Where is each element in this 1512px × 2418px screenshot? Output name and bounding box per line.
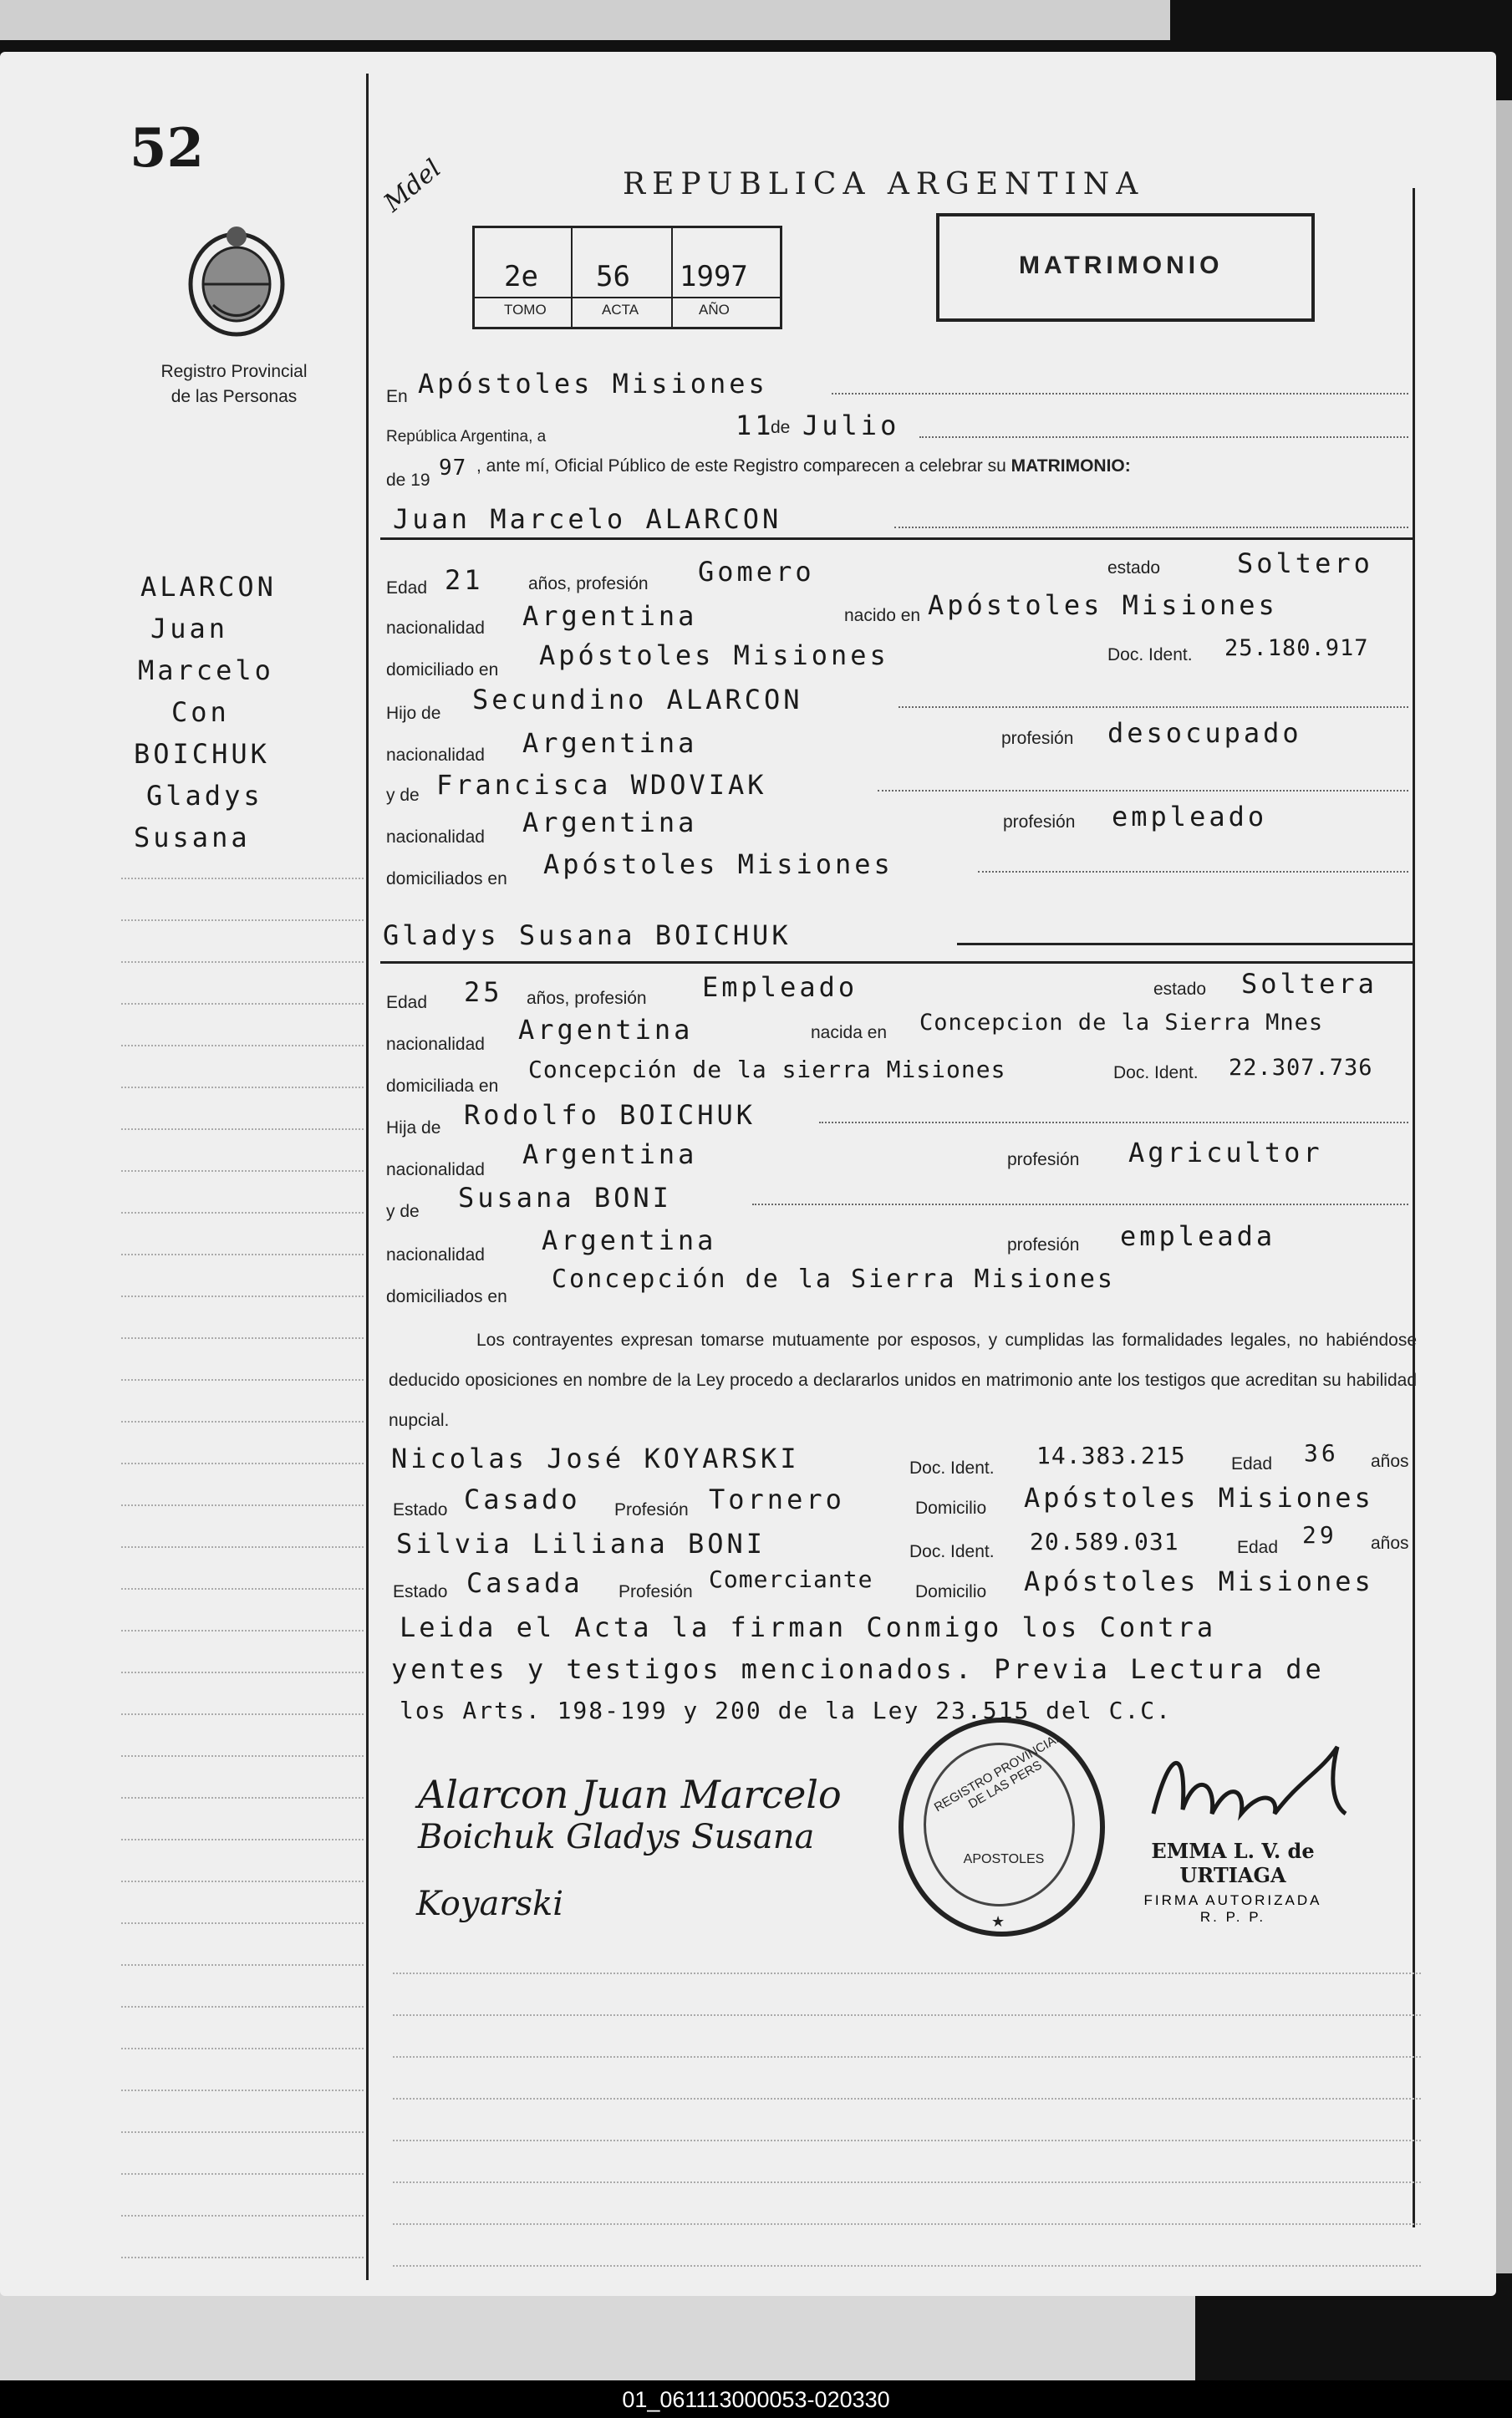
- bride-estado-label: estado: [1153, 980, 1207, 999]
- margin-ruled-line: [121, 2131, 364, 2133]
- margin-ruled-line: [121, 1546, 364, 1548]
- official-office: R. P. P.: [1199, 1909, 1266, 1925]
- groom-father-prof: desocupado: [1107, 717, 1302, 749]
- margin-name-3: Marcelo: [138, 654, 274, 686]
- witness-1-name: Nicolas José KOYARSKI: [391, 1443, 800, 1474]
- bride-doc-label: Doc. Ident.: [1113, 1063, 1199, 1082]
- page-number: 52: [130, 117, 205, 180]
- groom-doc: 25.180.917: [1224, 635, 1369, 661]
- bride-mother-nac: Argentina: [542, 1224, 717, 1256]
- margin-ruled-line: [121, 1128, 364, 1130]
- margin-ruled-line: [121, 1337, 364, 1339]
- witness-2-estado-label: Estado: [393, 1582, 448, 1601]
- margin-name-4: Con: [171, 696, 230, 728]
- witness-1-anios: años: [1371, 1452, 1409, 1471]
- witness-2-anios: años: [1371, 1534, 1409, 1553]
- bride-profesion-label: años, profesión: [527, 989, 647, 1008]
- witness-2-domicilio: Apóstoles Misiones: [1024, 1565, 1374, 1597]
- bride-father-line: [819, 1122, 1408, 1123]
- bride-name: Gladys Susana BOICHUK: [383, 919, 792, 951]
- right-border-rule: [1413, 188, 1415, 2227]
- acta-label: ACTA: [602, 302, 639, 318]
- bride-mother-label: y de: [386, 1202, 420, 1221]
- anio-value: 1997: [680, 260, 748, 293]
- signature-bride: Boichuk Gladys Susana: [418, 1818, 815, 1856]
- witness-2-name: Silvia Liliana BONI: [396, 1528, 766, 1560]
- image-caption: 01_061113000053-020330: [622, 2387, 890, 2412]
- bride-mother-line: [752, 1204, 1408, 1205]
- bride-domicilio: Concepción de la sierra Misiones: [528, 1056, 1006, 1083]
- groom-edad: 21: [445, 564, 484, 596]
- bride-rule: [957, 943, 1413, 945]
- witness-2-edad: 29: [1302, 1521, 1337, 1549]
- groom-mother-line: [878, 790, 1408, 792]
- margin-ruled-line: [121, 1713, 364, 1715]
- witness-1-dom-label: Domicilio: [915, 1499, 987, 1518]
- bride-nacida-label: nacida en: [811, 1023, 888, 1042]
- margin-ruled-line: [121, 961, 364, 963]
- groom-father-nac-label: nacionalidad: [386, 746, 485, 765]
- signature-groom: Alarcon Juan Marcelo: [418, 1772, 842, 1817]
- tomo-value: 2e: [504, 260, 538, 293]
- groom-father-label: Hijo de: [386, 704, 441, 723]
- place: Apóstoles Misiones: [418, 368, 768, 400]
- bride-doc: 22.307.736: [1229, 1055, 1373, 1081]
- statement-bold: MATRIMONIO:: [1011, 456, 1131, 476]
- margin-note: Mdel: [378, 154, 447, 218]
- witness-2-prof-label: Profesión: [619, 1582, 693, 1601]
- margin-ruled-line: [121, 1212, 364, 1214]
- bride-mother-prof-label: profesión: [1007, 1235, 1080, 1255]
- margin-ruled-line: [121, 1463, 364, 1464]
- bride-profesion: Empleado: [702, 971, 858, 1003]
- groom-name-line: [894, 527, 1408, 528]
- star-icon: ★: [991, 1913, 1005, 1930]
- witness-1-estado: Casado: [464, 1484, 581, 1515]
- bride-dom-label: domiciliada en: [386, 1077, 499, 1096]
- bride-nac-label: nacionalidad: [386, 1035, 485, 1054]
- margin-ruled-line: [121, 1170, 364, 1172]
- groom-name: Juan Marcelo ALARCON: [393, 503, 782, 535]
- registry-name: [134, 359, 334, 410]
- bride-father-nac-label: nacionalidad: [386, 1160, 485, 1179]
- acta-value: 56: [596, 260, 630, 293]
- stamp-text-bottom: APOSTOLES: [963, 1852, 1045, 1866]
- body-ruled-line: [393, 2098, 1421, 2100]
- witness-2-doc: 20.589.031: [1030, 1528, 1179, 1555]
- bride-father: Rodolfo BOICHUK: [464, 1099, 756, 1131]
- bride-father-nac: Argentina: [522, 1138, 698, 1170]
- statement-text: , ante mí, Oficial Público de este Registro comparecen a celebrar su: [476, 456, 1006, 476]
- body-ruled-line: [393, 2014, 1421, 2016]
- groom-estado: Soltero: [1237, 547, 1373, 579]
- act-number-box: [472, 226, 782, 329]
- margin-ruled-line: [121, 1254, 364, 1255]
- official-signature-scribble-icon: [1137, 1730, 1371, 1839]
- underlying-page: [0, 2290, 1195, 2380]
- record-type: MATRIMONIO: [1019, 252, 1224, 279]
- closing-line-2: yentes y testigos mencionados. Previa Lectura de: [391, 1653, 1325, 1685]
- body-ruled-line: [393, 2223, 1421, 2225]
- bride-nacionalidad: Argentina: [518, 1014, 694, 1046]
- groom-profesion: Gomero: [698, 556, 815, 588]
- groom-estado-label: estado: [1107, 558, 1161, 578]
- margin-ruled-line: [121, 2006, 364, 2008]
- bride-mother-nac-label: nacionalidad: [386, 1245, 485, 1265]
- place-line: [832, 393, 1408, 395]
- official-block: [1095, 1839, 1371, 1926]
- day: 11: [736, 410, 775, 441]
- coat-of-arms-seal-icon: [184, 221, 289, 339]
- margin-ruled-line: [121, 1421, 364, 1423]
- groom-parents-dom: Apóstoles Misiones: [543, 848, 893, 880]
- witness-2-doc-label: Doc. Ident.: [909, 1542, 995, 1561]
- margin-ruled-line: [121, 1045, 364, 1046]
- witness-1-edad-label: Edad: [1231, 1454, 1273, 1474]
- groom-father-line: [899, 706, 1408, 708]
- witness-1-doc-label: Doc. Ident.: [909, 1458, 995, 1478]
- groom-dom-label: domiciliado en: [386, 660, 499, 680]
- bride-mother: Susana BONI: [458, 1182, 672, 1214]
- closing-line-1: Leida el Acta la firman Conmigo los Contra: [400, 1611, 1217, 1643]
- official-name: EMMA L. V. de URTIAGA: [1151, 1839, 1315, 1887]
- margin-name-5: BOICHUK: [134, 738, 270, 770]
- groom-nacido: Apóstoles Misiones: [928, 589, 1278, 621]
- groom-mother: Francisca WDOVIAK: [436, 769, 767, 801]
- witness-1-profesion: Tornero: [709, 1484, 845, 1515]
- margin-ruled-line: [121, 919, 364, 921]
- year-digits: 97: [439, 456, 467, 481]
- groom-mother-prof: empleado: [1112, 801, 1268, 832]
- margin-name-7: Susana: [134, 822, 251, 853]
- groom-mother-prof-label: profesión: [1003, 812, 1076, 832]
- official-title: FIRMA AUTORIZADA: [1143, 1892, 1322, 1908]
- de-label: de: [771, 418, 791, 437]
- witness-1-estado-label: Estado: [393, 1500, 448, 1520]
- closing-line-3: los Arts. 198-199 y 200 de la Ley 23.515 del C.C.: [400, 1697, 1173, 1724]
- groom-rule: [380, 537, 1413, 540]
- groom-doc-label: Doc. Ident.: [1107, 645, 1193, 664]
- margin-ruled-line: [121, 1087, 364, 1088]
- bride-parents-dom-label: domiciliados en: [386, 1287, 507, 1306]
- body-ruled-line: [393, 2140, 1421, 2141]
- groom-parents-dom-label: domiciliados en: [386, 869, 507, 888]
- groom-parents-line: [978, 871, 1408, 873]
- month: Julio: [802, 410, 900, 441]
- signature-witness: Koyarski: [416, 1885, 564, 1923]
- margin-ruled-line: [121, 878, 364, 879]
- groom-domicilio: Apóstoles Misiones: [539, 639, 889, 671]
- groom-father-nac: Argentina: [522, 727, 698, 759]
- bride-mother-prof: empleada: [1120, 1220, 1276, 1252]
- margin-ruled-line: [121, 2048, 364, 2049]
- matrimonio-box: [936, 213, 1315, 322]
- margin-ruled-line: [121, 1964, 364, 1966]
- witness-2-profesion: Comerciante: [709, 1565, 873, 1593]
- groom-nac-label: nacionalidad: [386, 618, 485, 638]
- page-edge: [1496, 100, 1512, 2273]
- act-box-divider: [475, 297, 780, 298]
- month-line: [919, 436, 1408, 438]
- republic-label: República Argentina, a: [386, 428, 547, 445]
- witness-1-edad: 36: [1304, 1439, 1339, 1467]
- margin-ruled-line: [121, 2257, 364, 2258]
- groom-profesion-label: años, profesión: [528, 574, 649, 593]
- groom-nacionalidad: Argentina: [522, 600, 698, 632]
- registry-line-2: de las Personas: [171, 387, 298, 406]
- margin-ruled-line: [121, 1672, 364, 1673]
- bride-edad: 25: [464, 976, 503, 1008]
- witness-1-prof-label: Profesión: [614, 1500, 689, 1520]
- witness-1-domicilio: Apóstoles Misiones: [1024, 1482, 1374, 1514]
- margin-ruled-line: [121, 1797, 364, 1799]
- witness-2-estado: Casada: [466, 1567, 583, 1599]
- groom-mother-nac: Argentina: [522, 807, 698, 838]
- groom-edad-label: Edad: [386, 578, 428, 598]
- margin-ruled-line: [121, 1588, 364, 1590]
- bride-father-prof-label: profesión: [1007, 1150, 1080, 1169]
- anio-label: AÑO: [699, 302, 730, 318]
- margin-name-6: Gladys: [146, 780, 263, 812]
- body-ruled-line: [393, 2181, 1421, 2183]
- bride-parents-dom: Concepción de la Sierra Misiones: [552, 1265, 1115, 1294]
- stamp-text-top: REGISTRO PROVINCIAL DE LAS PERS: [931, 1729, 1065, 1815]
- statement: [476, 456, 1131, 476]
- bride-nacida: Concepcion de la Sierra Mnes: [919, 1010, 1324, 1036]
- margin-ruled-line: [121, 1504, 364, 1506]
- margin-ruled-line: [121, 1922, 364, 1924]
- groom-father: Secundino ALARCON: [472, 684, 803, 715]
- groom-father-prof-label: profesión: [1001, 729, 1074, 748]
- bride-estado: Soltera: [1241, 968, 1377, 1000]
- groom-mother-label: y de: [386, 786, 420, 805]
- witness-2-dom-label: Domicilio: [915, 1582, 987, 1601]
- bride-father-label: Hija de: [386, 1118, 441, 1138]
- margin-ruled-line: [121, 1839, 364, 1840]
- body-ruled-line: [393, 2265, 1421, 2267]
- margin-ruled-line: [121, 1630, 364, 1632]
- bride-rule-2: [380, 961, 1413, 964]
- groom-mother-nac-label: nacionalidad: [386, 827, 485, 847]
- margin-name-2: Juan: [150, 613, 229, 644]
- en-label: En: [386, 387, 408, 406]
- tomo-label: TOMO: [504, 302, 547, 318]
- formal-text: Los contrayentes expresan tomarse mutuamente por esposos, y cumplidas las formalidades legales, no habiéndose deducido oposiciones en nombre de la Ley procedo a declararlos unidos en matrimonio ante los testigos que acreditan su habilidad nupcial.: [389, 1331, 1417, 1430]
- registry-stamp: [899, 1718, 1105, 1937]
- body-ruled-line: [393, 1973, 1421, 1974]
- margin-ruled-line: [121, 1003, 364, 1005]
- margin-ruled-line: [121, 1296, 364, 1297]
- year-prefix: de 19: [386, 471, 430, 490]
- margin-name-1: ALARCON: [140, 571, 277, 603]
- bride-father-prof: Agricultor: [1128, 1137, 1323, 1168]
- witness-2-edad-label: Edad: [1237, 1538, 1279, 1557]
- groom-nacido-label: nacido en: [844, 606, 921, 625]
- margin-ruled-line: [121, 1755, 364, 1757]
- margin-rule: [366, 74, 369, 2280]
- witness-1-doc: 14.383.215: [1036, 1442, 1186, 1469]
- margin-ruled-line: [121, 2215, 364, 2217]
- country-title: REPUBLICA ARGENTINA: [623, 167, 1145, 201]
- registry-line-1: Registro Provincial: [160, 362, 308, 381]
- margin-ruled-line: [121, 1379, 364, 1381]
- bride-edad-label: Edad: [386, 993, 428, 1012]
- body-ruled-line: [393, 2056, 1421, 2058]
- previous-page-strip: [0, 0, 1170, 40]
- margin-ruled-line: [121, 2173, 364, 2175]
- margin-ruled-line: [121, 1881, 364, 1882]
- margin-ruled-line: [121, 2090, 364, 2091]
